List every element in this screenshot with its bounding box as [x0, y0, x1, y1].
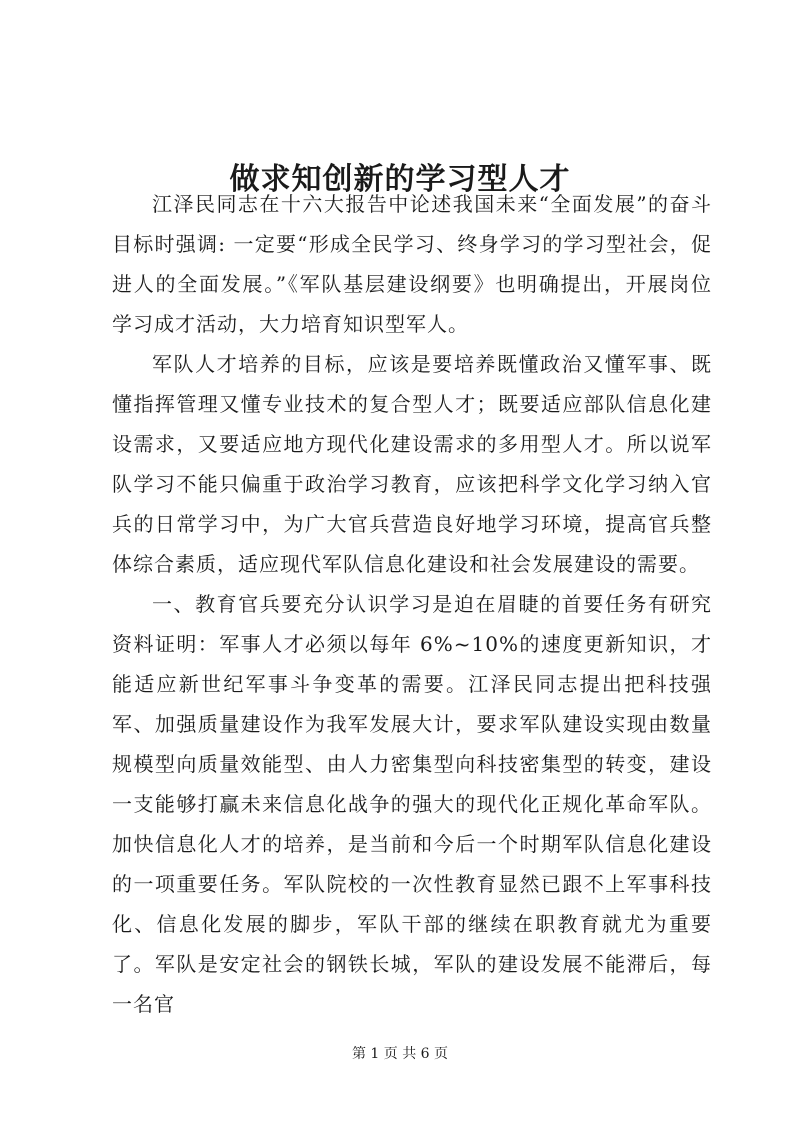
document-title: 做求知创新的学习型人才 [229, 162, 571, 198]
document-body [112, 184, 712, 1024]
paragraph: 江泽民同志在十六大报告中论述我国未来“全面发展”的奋斗目标时强调: 一定要“形成全民学习、终身学习的学习型社会，促进人的全面发展。”《军队基层建设纲要》也明确提出，开展岗位学习成才活动，大力培育知识型军人。 [112, 192, 712, 336]
page-footer: 第 1 页 共 6 页 [351, 1046, 449, 1062]
paragraph: 一、教育官兵要充分认识学习是迫在眉睫的首要任务有研究资料证明：军事人才必须以每年 6%~10%的速度更新知识，才能适应新世纪军事斗争变革的需要。江泽民同志提出把科技强军、加强质量建设作为我军发展大计，要求军队建设实现由数量规模型向质量效能型、由人力密集型向科技密集型的转变，建设一支能够打赢未来信息化战争的强大的现代化正规化革命军队。加快信息化人才的培养，是当前和今后一个时期军队信息化建设的一项重要任务。军队院校的一次性教育显然已跟不上军事科技化、信息化发展的脚步，军队干部的继续在职教育就尤为重要了。军队是安定社会的钢铁长城，军队的建设发展不能滞后，每一名官 [112, 592, 712, 1016]
paragraph: 军队人才培养的目标，应该是要培养既懂政治又懂军事、既懂指挥管理又懂专业技术的复合型人才；既要适应部队信息化建设需求，又要适应地方现代化建设需求的多用型人才。所以说军队学习不能只偏重于政治学习教育，应该把科学文化学习纳入官兵的日常学习中，为广大官兵营造良好地学习环境，提高官兵整体综合素质，适应现代军队信息化建设和社会发展建设的需要。 [112, 352, 712, 576]
